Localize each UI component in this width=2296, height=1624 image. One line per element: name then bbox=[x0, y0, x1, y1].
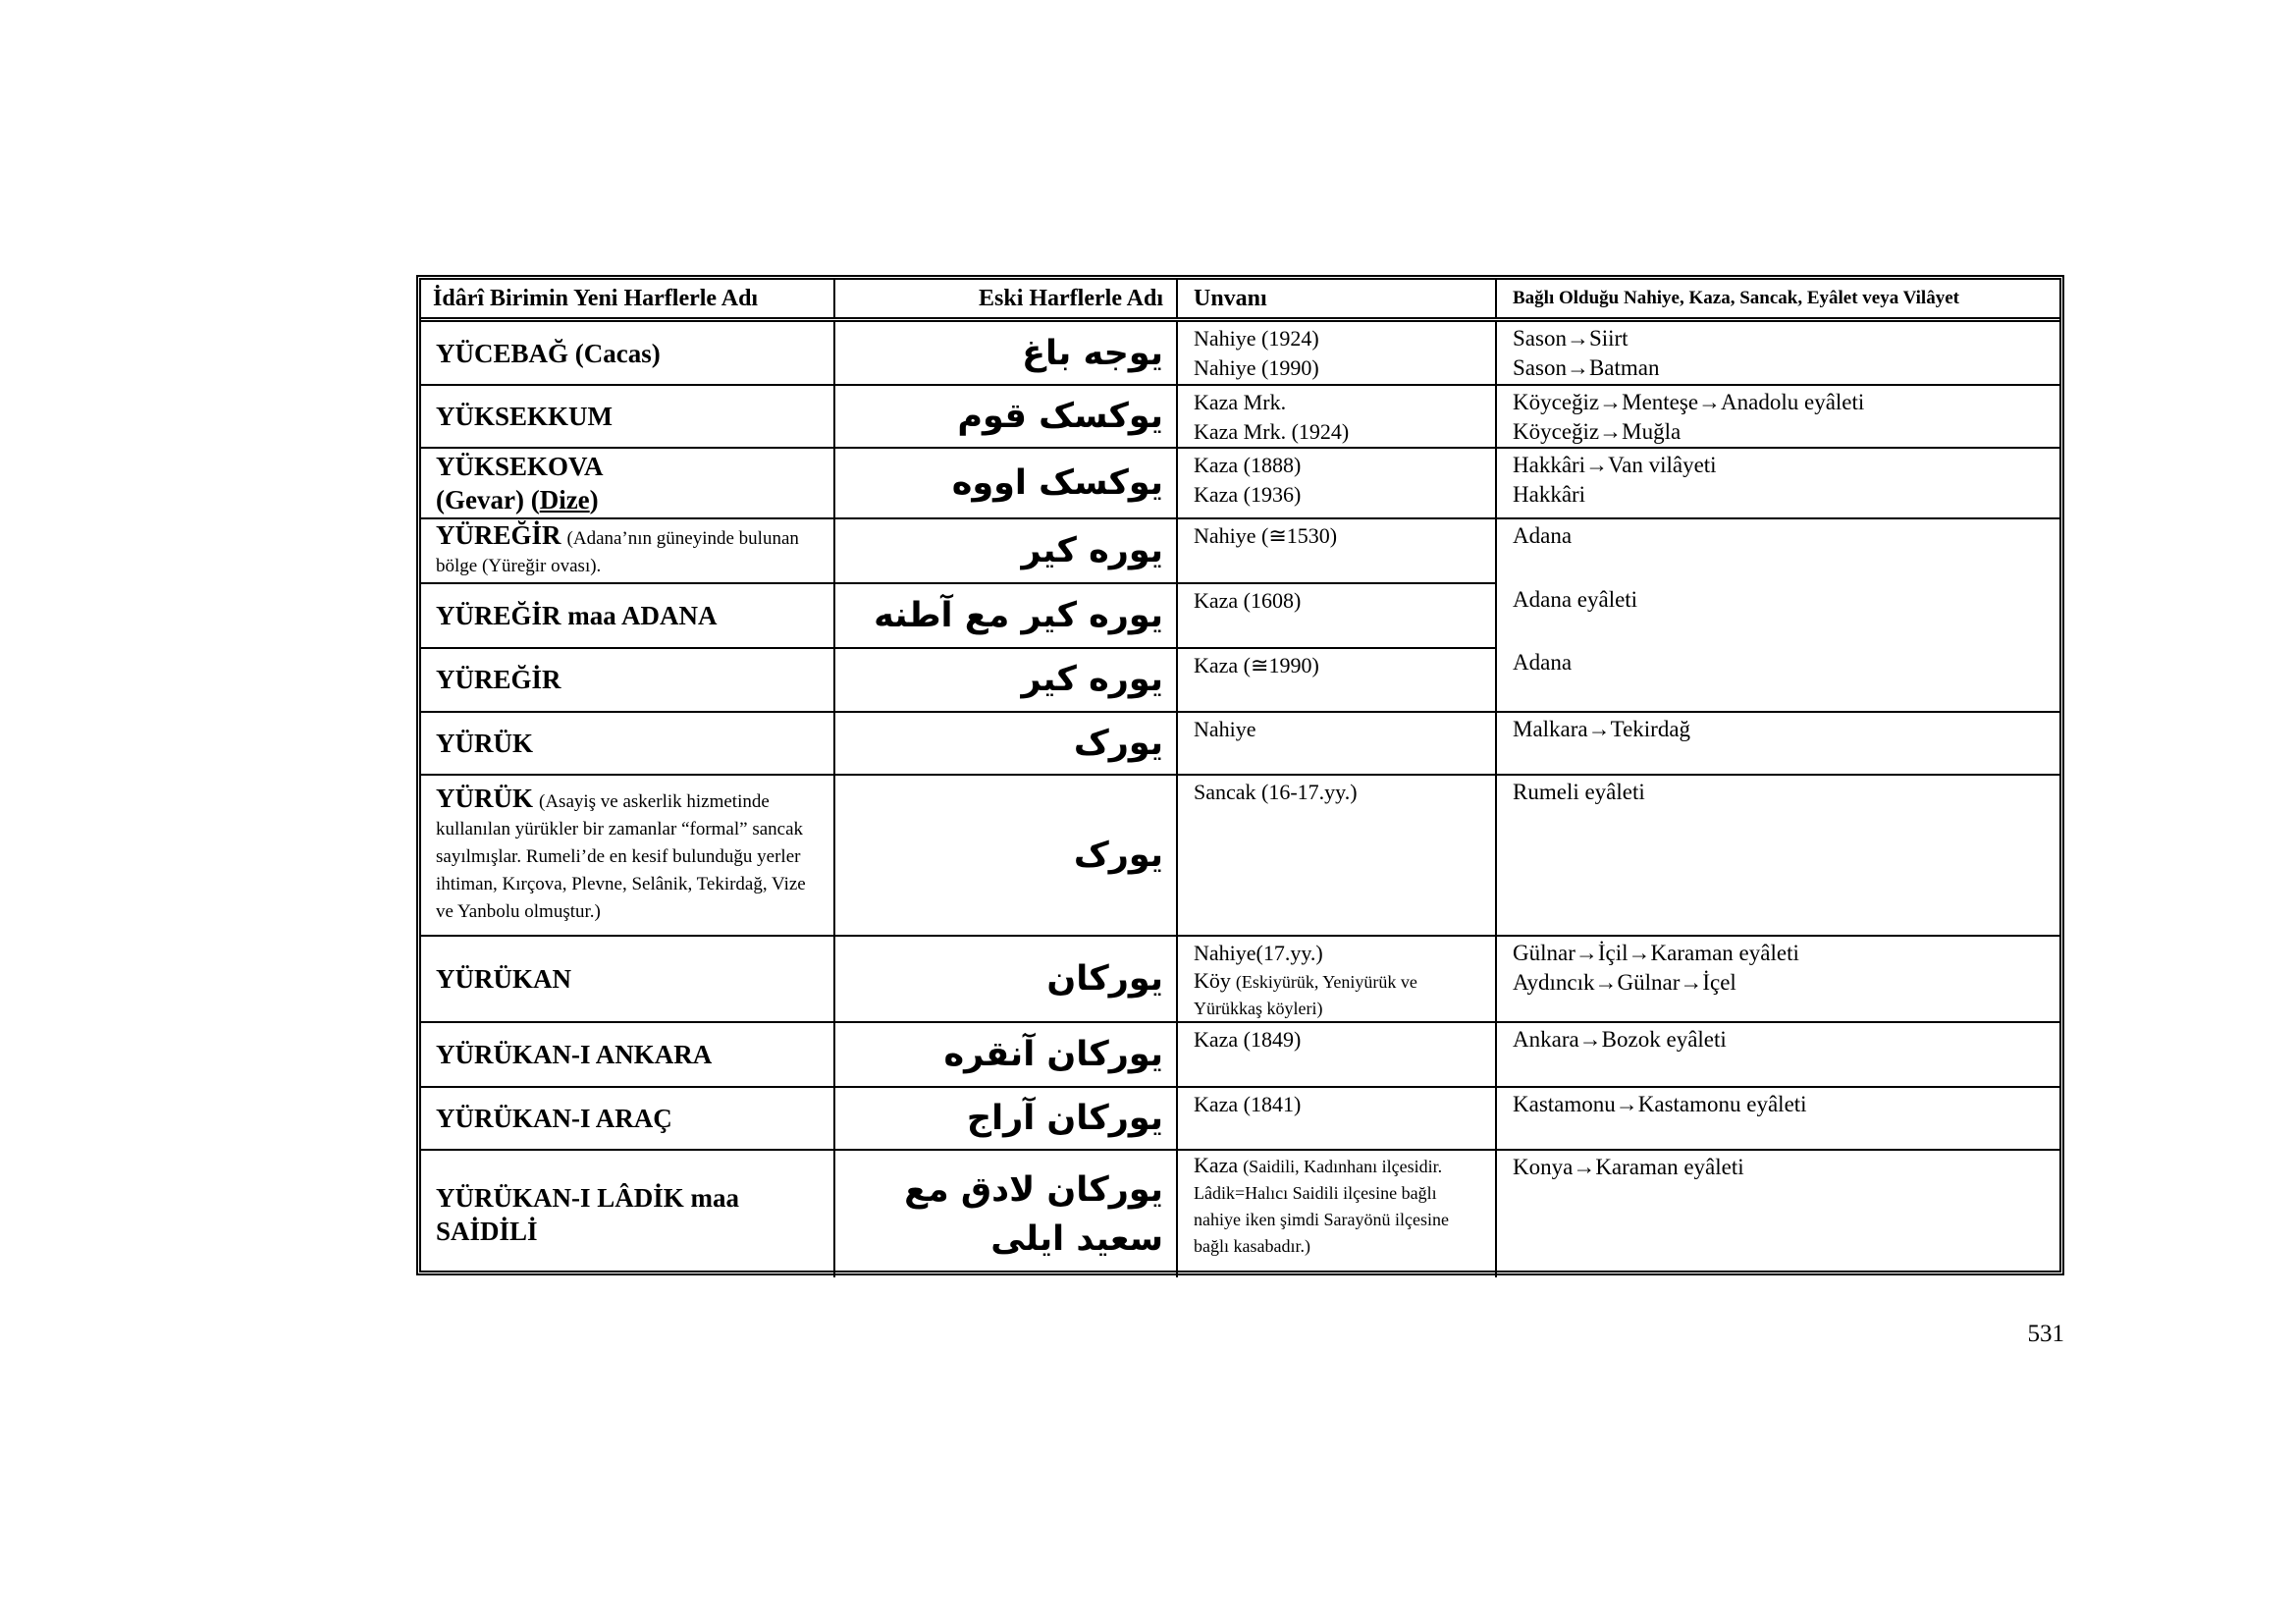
affiliation-cell bbox=[1496, 1087, 2059, 1150]
ottoman-name: يوركان آنقره bbox=[943, 1035, 1163, 1074]
unit-name: YÜREĞİR maa ADANA bbox=[436, 601, 718, 630]
table-row bbox=[421, 518, 2059, 583]
header-title: Unvanı bbox=[1177, 280, 1496, 317]
unit-name-cell bbox=[421, 448, 834, 518]
unit-name-cell bbox=[421, 648, 834, 712]
unit-name-cell bbox=[421, 385, 834, 448]
ottoman-name: يوركان آراج bbox=[966, 1099, 1163, 1138]
title-entry: Kaza (1841) bbox=[1194, 1092, 1302, 1116]
table-row bbox=[421, 1087, 2059, 1150]
unit-alt-name: (Gevar) ( bbox=[436, 485, 540, 514]
ottoman-name: يوركان لادق مع سعيد ايلى bbox=[904, 1169, 1163, 1259]
affiliation-cell bbox=[1496, 518, 2059, 712]
unit-name: YÜRÜKAN-I ARAÇ bbox=[436, 1104, 672, 1133]
title-cell bbox=[1177, 1087, 1496, 1150]
unit-name: YÜREĞİR bbox=[436, 520, 561, 551]
ottoman-name: يوره كير bbox=[1021, 660, 1163, 700]
title-entry: Kaza (1936) bbox=[1194, 482, 1302, 507]
unit-note: (Adana’nın güneyinde bulunan bölge (Yüreğir ovası). bbox=[436, 528, 799, 577]
affiliation-entry: Rumeli eyâleti bbox=[1513, 780, 1645, 804]
affiliation-entry: Adana eyâleti bbox=[1513, 587, 1638, 612]
ottoman-name-cell bbox=[834, 518, 1177, 583]
affiliation-cell bbox=[1496, 1150, 2059, 1277]
title-entry: Kaza (1888) bbox=[1194, 453, 1302, 477]
title-cell bbox=[1177, 322, 1496, 385]
unit-name-cell bbox=[421, 322, 834, 385]
table-row bbox=[421, 1022, 2059, 1087]
ottoman-name-cell bbox=[834, 322, 1177, 385]
affiliation-entry: Adana bbox=[1513, 650, 1573, 675]
unit-alt-name-end: ) bbox=[589, 485, 599, 514]
title-text: Kaza bbox=[1194, 1153, 1239, 1177]
ottoman-name-cell bbox=[834, 448, 1177, 518]
unit-name-cell bbox=[421, 1150, 834, 1277]
title-cell bbox=[1177, 518, 1496, 583]
table-row bbox=[421, 448, 2059, 518]
title-entry: Nahiye bbox=[1194, 717, 1256, 741]
title-entry: Kaza (1849) bbox=[1194, 1027, 1302, 1052]
title-text: Köy bbox=[1194, 968, 1231, 993]
ottoman-name: يوكسک اووه bbox=[951, 463, 1163, 503]
affiliation-cell bbox=[1496, 322, 2059, 385]
affiliation-cell bbox=[1496, 448, 2059, 518]
unit-name: YÜRÜKAN bbox=[436, 964, 571, 994]
page-number: 531 bbox=[2027, 1321, 2064, 1347]
unit-name: YÜRÜK bbox=[436, 729, 533, 758]
title-cell bbox=[1177, 775, 1496, 936]
affiliation-entry: Kastamonu→Kastamonu eyâleti bbox=[1513, 1092, 1807, 1116]
ottoman-name-cell bbox=[834, 936, 1177, 1022]
title-entry: Nahiye (1990) bbox=[1194, 355, 1319, 380]
unit-name: YÜREĞİR bbox=[436, 665, 561, 695]
unit-name-cell bbox=[421, 518, 834, 583]
ottoman-name-cell bbox=[834, 775, 1177, 936]
ottoman-name: يوره كير مع آطنه bbox=[874, 596, 1163, 635]
unit-name-cell bbox=[421, 712, 834, 775]
unit-name: YÜKSEKKUM bbox=[436, 402, 614, 431]
title-entry: Nahiye (1924) bbox=[1194, 326, 1319, 351]
table-row bbox=[421, 712, 2059, 775]
title-entry: Kaza (≅1990) bbox=[1194, 652, 1319, 677]
title-entry bbox=[1194, 1153, 1460, 1259]
affiliation-entry: Malkara→Tekirdağ bbox=[1513, 717, 1691, 741]
title-cell bbox=[1177, 583, 1496, 647]
affiliation-entry: Köyceğiz→Muğla bbox=[1513, 419, 1682, 444]
ottoman-name: يورک bbox=[1073, 724, 1163, 763]
ottoman-name-cell bbox=[834, 1087, 1177, 1150]
affiliation-cell bbox=[1496, 775, 2059, 936]
unit-name: YÜRÜKAN-I ANKARA bbox=[436, 1040, 713, 1069]
table-header bbox=[421, 280, 2059, 317]
unit-name-cell bbox=[421, 583, 834, 647]
unit-name: YÜKSEKOVA bbox=[436, 452, 604, 481]
unit-alt-name-underlined: Dize bbox=[539, 485, 590, 514]
title-cell bbox=[1177, 1022, 1496, 1087]
affiliation-entry: Sason→Batman bbox=[1513, 355, 1660, 380]
title-entry: Nahiye (≅1530) bbox=[1194, 523, 1338, 548]
ottoman-name: يوجه باغ bbox=[1022, 333, 1163, 373]
unit-name: YÜRÜKAN-I LÂDİK maa SAİDİLİ bbox=[436, 1182, 739, 1246]
affiliation-entry: Hakkâri→Van vilâyeti bbox=[1513, 453, 1717, 477]
table-row bbox=[421, 385, 2059, 448]
affiliation-entry: Aydıncık→Gülnar→İçel bbox=[1513, 970, 1736, 995]
header-row bbox=[421, 280, 2059, 317]
ottoman-name-cell bbox=[834, 583, 1177, 647]
title-cell bbox=[1177, 712, 1496, 775]
ottoman-name-cell bbox=[834, 1022, 1177, 1087]
table-row bbox=[421, 775, 2059, 936]
title-entry: Kaza Mrk. (1924) bbox=[1194, 419, 1350, 444]
title-entry: Nahiye(17.yy.) bbox=[1194, 941, 1323, 965]
unit-note: (Asayiş ve askerlik hizmetinde kullanılan yürükler bir zamanlar “formal” sancak sayılmışlar. Rumeli’de en kesif bulunduğu yerler ihtiman, Kırçova, Plevne, Selânik, Tekirdağ, Vize ve Yanbolu olmuştur.) bbox=[436, 791, 806, 922]
table-body bbox=[421, 322, 2059, 1277]
ottoman-name-cell bbox=[834, 385, 1177, 448]
unit-name-cell bbox=[421, 1022, 834, 1087]
ottoman-name-cell bbox=[834, 1150, 1177, 1277]
unit-name: YÜCEBAĞ (Cacas) bbox=[436, 338, 661, 368]
ottoman-name-cell bbox=[834, 712, 1177, 775]
ottoman-name: يورک bbox=[1073, 836, 1163, 875]
affiliation-cell bbox=[1496, 385, 2059, 448]
title-cell bbox=[1177, 936, 1496, 1022]
affiliation-cell bbox=[1496, 712, 2059, 775]
unit-name-cell bbox=[421, 1087, 834, 1150]
title-entry bbox=[1194, 968, 1460, 1021]
title-cell bbox=[1177, 448, 1496, 518]
affiliation-cell bbox=[1496, 936, 2059, 1022]
title-cell bbox=[1177, 1150, 1496, 1277]
affiliation-entry: Gülnar→İçil→Karaman eyâleti bbox=[1513, 941, 1799, 965]
title-note: (Eskiyürük, Yeniyürük ve Yürükkaş köyleri) bbox=[1194, 972, 1417, 1018]
ottoman-name: يوره كير bbox=[1021, 531, 1163, 571]
unit-name: YÜRÜK bbox=[436, 784, 533, 813]
title-cell bbox=[1177, 648, 1496, 712]
affiliation-entry: Konya→Karaman eyâleti bbox=[1513, 1155, 1744, 1179]
affiliation-entry: Köyceğiz→Menteşe→Anadolu eyâleti bbox=[1513, 390, 1865, 414]
unit-name-cell bbox=[421, 775, 834, 936]
table-row bbox=[421, 936, 2059, 1022]
table-row bbox=[421, 1150, 2059, 1277]
unit-name-cell bbox=[421, 936, 834, 1022]
header-ottoman-name: Eski Harflerle Adı bbox=[834, 280, 1177, 317]
affiliation-entry: Sason→Siirt bbox=[1513, 326, 1629, 351]
header-name: İdârî Birimin Yeni Harflerle Adı bbox=[433, 285, 759, 311]
title-entry: Kaza Mrk. bbox=[1194, 390, 1287, 414]
affiliation-entry: Ankara→Bozok eyâleti bbox=[1513, 1027, 1727, 1052]
table-frame bbox=[416, 275, 2064, 1275]
ottoman-name: يوكسک قوم bbox=[957, 397, 1163, 436]
unit-alt-names bbox=[436, 483, 814, 516]
table-row bbox=[421, 322, 2059, 385]
ottoman-name: يوركان bbox=[1046, 959, 1163, 999]
title-entry: Kaza (1608) bbox=[1194, 588, 1302, 614]
header-affiliation: Bağlı Olduğu Nahiye, Kaza, Sancak, Eyâlet veya Vilâyet bbox=[1496, 280, 2059, 317]
title-entry: Sancak (16-17.yy.) bbox=[1194, 780, 1358, 804]
affiliation-entry: Adana bbox=[1513, 523, 1573, 548]
title-cell bbox=[1177, 385, 1496, 448]
ottoman-name-cell bbox=[834, 648, 1177, 712]
title-note: (Saidili, Kadınhanı ilçesidir. Lâdik=Halıcı Saidili ilçesine bağlı nahiye iken şimdi Sarayönü ilçesine bağlı kasabadır.) bbox=[1194, 1157, 1449, 1256]
affiliation-entry: Hakkâri bbox=[1513, 482, 1586, 507]
affiliation-cell bbox=[1496, 1022, 2059, 1087]
